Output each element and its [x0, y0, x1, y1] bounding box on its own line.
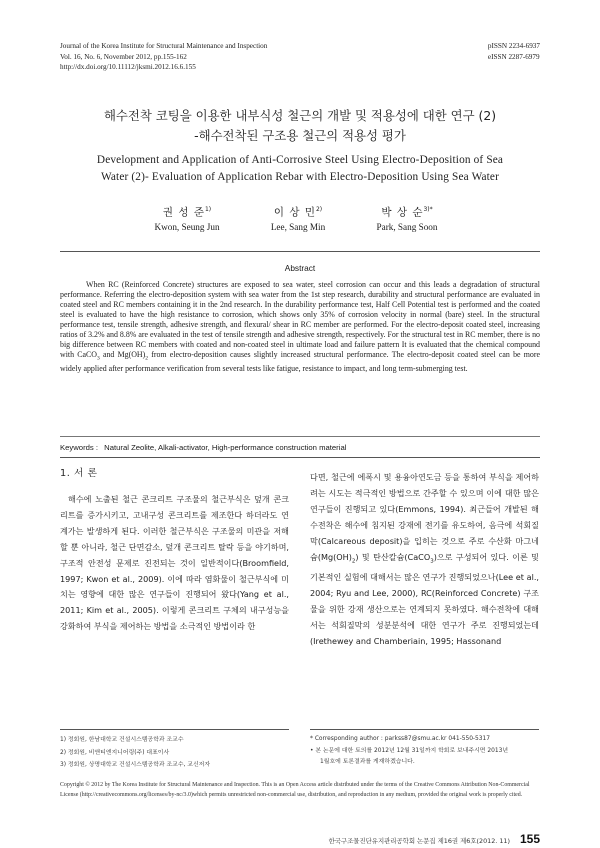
author-3-ko: 박 상 순	[381, 206, 424, 219]
title-korean	[60, 106, 540, 146]
header-right	[488, 41, 540, 62]
abstract-text-3: from electro-deposition causes slightly increased structural performance. The electro-deposit coated steel can be more widely applied after performance verification from several tests like fatigue, resistance to impact, and long term-submerging test.	[60, 349, 540, 374]
author-1-sup: 1)	[204, 206, 212, 213]
footnote-divider-left	[60, 729, 289, 730]
body-right-text: 다면, 철근에 에폭시 및 용융아연도금 등을 통하여 부식을 제어하려는 시도는 적극적인 방법으로 간주할 수 있으며 이에 대한 많은 연구들이 진행되고 있다(Emmons, 1994). 최근들어 개발된 해수전착은 해수에 침지된 강재에 전기를 유도하여, 음극에 석회질막(Calcareous deposit)을 입히는 것으로 주로 수산화 마그네슘$(Mg(OH)_2)$ 및 탄산칼슘(CaCO$_3$)으로 구성되어 있다. 이론 및 기본적인 실험에 대해서는 많은 연구가 진행되었으나(Lee et al., 2004; Ryu and Lee, 2000), RC(Reinforced Concrete) 구조물을 위한 강재 생산으로는 연계되지 못하였다. 해수전착에 대해서는 석회질막의 성분분석에 대한 연구가 주로 진행되었는데 (Irethewey and Chamberiain, 1995; Hassonand	[310, 472, 539, 646]
title-english	[60, 152, 540, 186]
footnote-divider-right	[310, 729, 539, 730]
author-3-en: Park, Sang Soon	[376, 221, 438, 232]
abstract-sub-2: 2	[145, 355, 148, 362]
column-left	[60, 466, 289, 726]
doi-link[interactable]: http://dx.doi.org/10.11112/jksmi.2012.16.6.155	[60, 63, 196, 71]
page-footer	[329, 832, 540, 846]
corresponding-author: * Corresponding author : parkss87@smu.ac.kr 041-550-5317	[310, 736, 491, 742]
author-1-ko: 권 성 준	[162, 206, 205, 219]
abstract-heading: Abstract	[284, 263, 316, 273]
divider-body	[60, 457, 540, 458]
author-list	[60, 202, 540, 238]
abstract-text-1: When RC (Reinforced Concrete) structures are exposed to sea water, steel corrosion can occur and this leads a degradation of structural performance. Referring the electro-deposition system with sea water from the 1st step research, durability and structural performance are evaluated in coated steel and RC members containing it in the 2nd research. In the durability performance test, Half Cell Potential test is performed and the coated steel is evaluated to have the high resistance to corrosion, which shows only 35% of corrosion velocity in normal (bare) steel. In the structural performance test, tensile strength, adhesive strength, and flexural/ shear in RC member are performed. For the electro-deposit coated steel, increasing ratios of 3.2% and 8.8% are evaluated in the test of tensile strength and adhesive strength, respectively. For the structural test in RC member, there is no big difference between RC members with coated and non-coated steel in ultimate load and failure pattern It is evaluated that the chemical compound with CaCO	[60, 280, 540, 359]
volume-info: Vol. 16, No. 6, November 2012, pp.155-162	[60, 52, 187, 61]
body-left-text: 해수에 노출된 철근 콘크리트 구조물의 철근부식은 덮개 콘크리트를 증가시키고, 고내구성 콘크리트를 제조한다 하더라도 연계가는 발생하게 된다. 이러한 철근부식은 구조물의 미관을 저해할 뿐 아니라, 철근 단면감소, 덮개 콘크리트 탈락 등을 야기하며, 구조적 안전성 문제로 진전되는 것이 일반적이다(Broomfield, 1997; Kwon et al., 2009). 이에 따라 염화물이 철근부식에 미치는 영향에 대한 많은 연구들이 진행되어 왔다(Yang et al., 2011; Kim et al., 2005). 이렇게 콘크리트 구체의 내구성능을 강화하여 부식을 제어하는 방법을 소극적인 방법이라 한	[60, 494, 289, 632]
discussion-note-2: 1월호에 토론결과를 게재하겠습니다.	[320, 759, 415, 765]
journal-name: Journal of the Korea Institute for Structural Maintenance and Inspection	[60, 42, 268, 50]
author-3	[352, 202, 462, 234]
keywords	[60, 443, 540, 452]
section-title: 1. 서 론	[60, 468, 98, 479]
header-left	[60, 41, 267, 73]
abstract-text-2: and Mg(OH)	[99, 349, 146, 359]
title-en-line1: Development and Application of Anti-Corrosive Steel Using Electro-Deposition of Sea	[96, 154, 504, 166]
copyright-notice: Copyright © 2012 by The Korea Institute for Structural Maintenance and Inspection. This is an Open Access article distributed under the terms of the Creative Commons Attribution Non-Commercial License (http://creativecommons.org/licenses/by-nc/3.0)which permits unrestricted non-commercial use, distribution, and reproduction in any medium, provided the original work is properly cited.	[60, 782, 530, 798]
footer-journal: 한국구조물진단유지관리공학회 논문집 제16권 제6호(2012. 11)	[328, 837, 510, 845]
author-2-en: Lee, Sang Min	[270, 221, 326, 232]
abstract-sub-1: 3	[97, 355, 100, 362]
divider-top	[60, 251, 540, 252]
keywords-label: Keywords :	[60, 443, 99, 452]
author-3-sup: 3)*	[423, 206, 433, 213]
column-right	[310, 470, 539, 730]
footnotes-corresponding	[310, 734, 539, 769]
author-1	[132, 202, 242, 234]
author-2-ko: 이 상 민	[273, 206, 316, 219]
footnotes-affiliations	[60, 734, 289, 772]
title-ko-line1: 해수전착 코팅을 이용한 내부식성 철근의 개발 및 적용성에 대한 연구 (2)	[103, 108, 497, 123]
discussion-note-1: • 본 논문에 대한 토의를 2012년 12월 31일까지 학회로 보내주시면 2013년	[310, 747, 509, 754]
eissn: eISSN 2287-6979	[487, 52, 540, 61]
author-2-sup: 2)	[315, 206, 323, 213]
abstract-body	[60, 280, 540, 374]
keywords-text: Natural Zeolite, Alkali-activator, High-performance construction material	[104, 443, 347, 452]
footnote-3: 3) 정회원, 상명대학교 건설시스템공학과 조교수, 교신저자	[60, 762, 211, 768]
title-en-line2: Water (2)- Evaluation of Application Rebar with Electro-Deposition Using Sea Water	[100, 171, 500, 183]
divider-keywords	[60, 436, 540, 437]
pissn: pISSN 2234-6937	[487, 42, 540, 50]
footnote-1: 1) 정회원, 한남대학교 건설시스템공학과 조교수	[60, 737, 184, 743]
page-number: 155	[519, 832, 540, 846]
title-ko-line2: -해수전착된 구조용 철근의 적용성 평가	[194, 128, 406, 143]
footnote-2: 2) 정회원, 비앤티엔지니어링(주) 대표이사	[60, 749, 170, 756]
author-2	[243, 202, 353, 234]
author-1-en: Kwon, Seung Jun	[154, 221, 220, 232]
